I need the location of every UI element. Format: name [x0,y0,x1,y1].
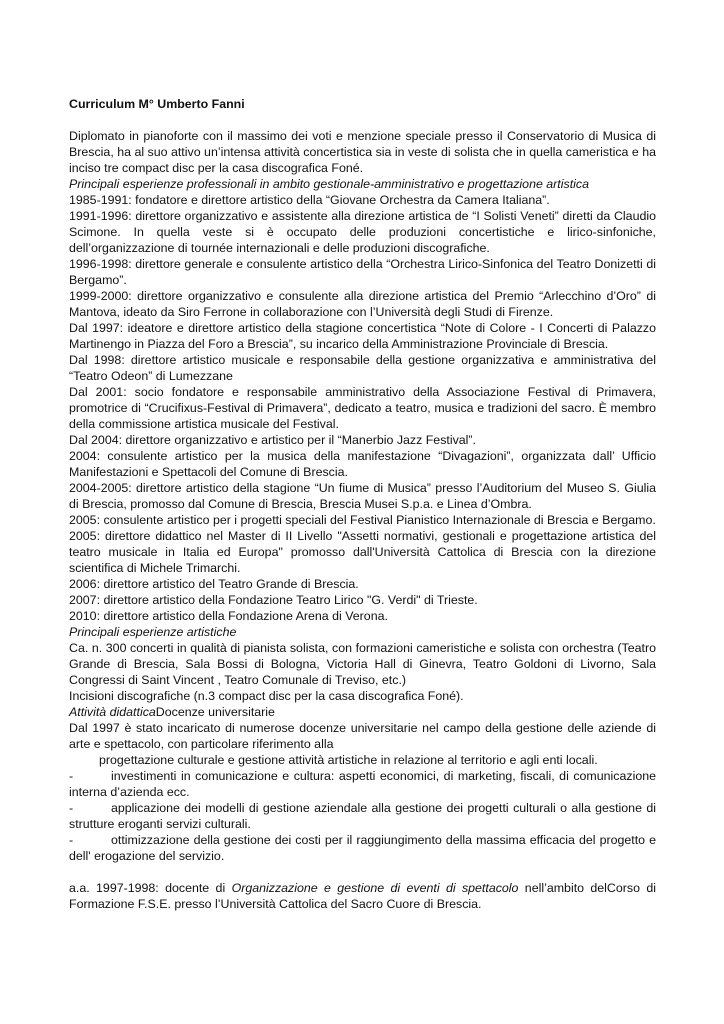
intro-paragraph: Diplomato in pianoforte con il massimo dei voti e menzione speciale presso il Conservatorio di Musica di Brescia, ha al suo attivo un’intensa attività concertistica sia in veste di solista che in quella cameristica e ha inciso tre compact disc per la casa discografica Foné. [69,129,656,175]
experience-item: 2004-2005: direttore artistico della stagione “Un fiume di Musica” presso l’Auditorium del Museo S. Giulia di Brescia, promosso dal Comune di Brescia, Brescia Musei S.p.a. e Linea d’Ombra. [69,481,656,511]
teaching-indent-line: progettazione culturale e gestione attività artistiche in relazione al territorio e agli enti locali. [99,753,598,767]
experience-item: 2006: direttore artistico del Teatro Grande di Brescia. [69,577,359,591]
teaching-item-text: investimenti in comunicazione e cultura: aspetti economici, di marketing, fiscali, di comunicazione interna d’azienda ecc. [69,769,656,799]
document-page [69,96,656,912]
list-dash: - [69,833,74,847]
artistic-concerts: Ca. n. 300 concerti in qualità di pianista solista, con formazioni cameristiche e solista con orchestra (Teatro Grande di Brescia, Sala Bossi di Bologna, Victoria Hall di Ginevra, Teatro Goldoni di Livorno, Sala Congressi di Saint Vincent , Teatro Comunale di Treviso, etc.) [69,641,656,687]
list-dash: - [69,801,74,815]
experience-item: Dal 2001: socio fondatore e responsabile amministrativo della Associazione Festival di Primavera, promotrice di “Crucifixus-Festival di Primavera”, dedicato a teatro, musica e tradizioni del sacro. È membro della commissione artistica musicale del Festival. [69,385,656,431]
experience-list [69,192,656,624]
course-suffix: nell’ambito delCorso di Formazione F.S.E. presso l’Università Cattolica del Sacro Cuore di Brescia. [69,881,656,911]
section-heading-artistic: Principali esperienze artistiche [69,625,237,639]
artistic-recordings: Incisioni discografiche (n.3 compact disc per la casa discografica Foné). [69,689,464,703]
experience-item: 2007: direttore artistico della Fondazione Teatro Lirico "G. Verdi" di Trieste. [69,593,478,607]
section-heading-professional: Principali esperienze professionali in ambito gestionale-amministrativo e progettazione artistica [69,177,589,191]
experience-item: 2005: consulente artistico per i progetti speciali del Festival Pianistico Internazionale di Brescia e Bergamo. [69,513,656,527]
list-dash: - [69,769,74,783]
teaching-item-text: applicazione dei modelli di gestione aziendale alla gestione dei progetti culturali o alla gestione di strutture eroganti servizi culturali. [69,801,656,831]
teaching-item [69,768,656,800]
document-title: Curriculum M° Umberto Fanni [69,97,245,111]
teaching-item [69,800,656,832]
teaching-heading-italic: Attività didattica [69,705,156,719]
course-title: Organizzazione e gestione di eventi di spettacolo [231,881,519,895]
section-heading-teaching [69,704,656,720]
experience-item: Dal 2004: direttore organizzativo e artistico per il “Manerbio Jazz Festival”. [69,433,476,447]
experience-item: 1999-2000: direttore organizzativo e consulente alla direzione artistica del Premio “Arlecchino d’Oro” di Mantova, ideato da Siro Ferrone in collaborazione con l’Università degli Studi di Firenze. [69,289,656,319]
paragraph-gap [69,864,656,880]
experience-item: Dal 1997: ideatore e direttore artistico della stagione concertistica “Note di Colore - I Concerti di Palazzo Martinengo in Piazza del Foro a Brescia”, su incarico della Amministrazione Provinciale di Brescia. [69,321,656,351]
course-paragraph [69,880,656,912]
experience-item: 2004: consulente artistico per la musica della manifestazione “Divagazioni”, organizzata dall’ Ufficio Manifestazioni e Spettacoli del Comune di Brescia. [69,449,656,479]
teaching-list [69,768,656,864]
experience-item: 1991-1996: direttore organizzativo e assistente alla direzione artistica de “I Solisti Veneti” diretti da Claudio Scimone. In quella veste si è occupato delle produzioni concertistiche e lirico-sinfoniche, dell’organizzazione di tournée internazionali e delle produzioni discografiche. [69,209,656,255]
experience-item: 1985-1991: fondatore e direttore artistico della “Giovane Orchestra da Camera Italiana”. [69,193,550,207]
teaching-intro: Dal 1997 è stato incaricato di numerose docenze universitarie nel campo della gestione delle aziende di arte e spettacolo, con particolare riferimento alla [69,721,656,751]
experience-item: 2010: direttore artistico della Fondazione Arena di Verona. [69,609,388,623]
experience-item: Dal 1998: direttore artistico musicale e responsabile della gestione organizzativa e amministrativa del “Teatro Odeon” di Lumezzane [69,353,656,383]
teaching-item [69,832,656,864]
teaching-item-text: ottimizzazione della gestione dei costi per il raggiungimento della massima efficacia del progetto e dell' erogazione del servizio. [69,833,656,863]
course-prefix: a.a. 1997-1998: docente di [69,881,232,895]
experience-item: 1996-1998: direttore generale e consulente artistico della “Orchestra Lirico-Sinfonica del Teatro Donizetti di Bergamo”. [69,257,656,287]
experience-item: 2005: direttore didattico nel Master di II Livello "Assetti normativi, gestionali e progettazione artistica del teatro musicale in Italia ed Europa" promosso dall'Università Cattolica di Brescia con la direzione scientifica di Michele Trimarchi. [69,529,656,575]
teaching-heading-rest: Docenze universitarie [155,705,275,719]
